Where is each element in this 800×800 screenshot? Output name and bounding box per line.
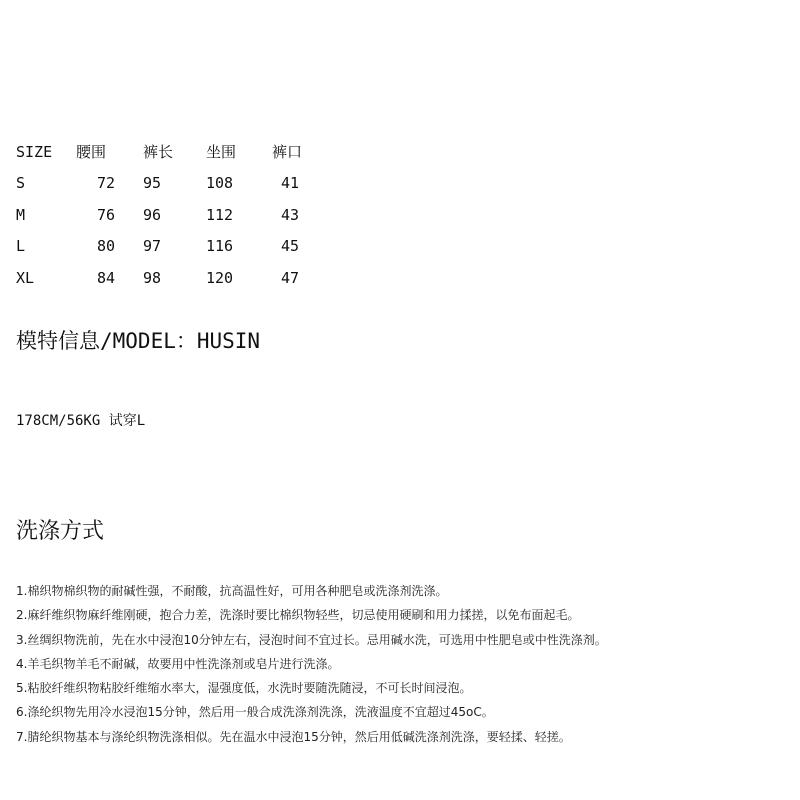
size-label: XL (16, 268, 35, 287)
length-value: 95 (143, 174, 162, 193)
size-chart-header-row (16, 136, 328, 168)
hip-value: 120 (206, 268, 234, 287)
header-hip: 坐围 (206, 143, 237, 162)
washing-instruction: 1.棉织物棉织物的耐碱性强，不耐酸，抗高温性好，可用各种肥皂或洗涤剂洗涤。 (16, 584, 448, 598)
hem-value: 47 (281, 268, 300, 287)
washing-instruction: 3.丝绸织物洗前，先在水中浸泡10分钟左右，浸泡时间不宜过长。忌用碱水洗，可选用中性肥皂或中性洗涤剂。 (16, 632, 607, 647)
size-row (16, 199, 328, 231)
length-value: 96 (143, 205, 162, 224)
header-length: 裤长 (143, 143, 174, 162)
hem-value: 45 (281, 237, 300, 256)
hip-value: 116 (206, 237, 234, 256)
model-measurements: 178CM/56KG 试穿L (16, 413, 146, 429)
size-row (16, 168, 328, 200)
waist-value: 76 (96, 205, 115, 224)
washing-instruction: 5.粘胶纤维织物粘胶纤维缩水率大，湿强度低，水洗时要随洗随浸，不可长时间浸泡。 (16, 681, 472, 696)
length-value: 97 (143, 237, 162, 256)
header-size: SIZE (16, 142, 53, 161)
size-row (16, 262, 328, 294)
waist-value: 80 (96, 237, 115, 256)
size-chart-table (16, 136, 328, 294)
washing-instruction: 4.羊毛织物羊毛不耐碱，故要用中性洗涤剂或皂片进行洗涤。 (16, 656, 340, 671)
hip-value: 112 (206, 205, 234, 224)
washing-instruction: 7.腈纶织物基本与涤纶织物洗涤相似。先在温水中浸泡15分钟，然后用低碱洗涤剂洗涤，要轻揉、轻搓。 (16, 729, 571, 744)
model-info-heading: 模特信息/MODEL：HUSIN (16, 329, 261, 353)
size-label: S (16, 174, 26, 193)
size-label: L (16, 237, 26, 256)
size-row (16, 231, 328, 263)
washing-instruction: 2.麻纤维织物麻纤维刚硬，抱合力差，洗涤时要比棉织物轻些，切忌使用硬刷和用力揉搓，以免布面起毛。 (16, 608, 580, 623)
length-value: 98 (143, 268, 162, 287)
washing-instruction: 6.涤纶织物先用冷水浸泡15分钟，然后用一般合成洗涤剂洗涤，洗液温度不宜超过45oC。 (16, 705, 494, 720)
size-label: M (16, 205, 26, 224)
waist-value: 72 (96, 174, 115, 193)
header-hem: 裤口 (272, 143, 303, 162)
washing-instructions-list (16, 581, 607, 751)
hem-value: 43 (281, 205, 300, 224)
washing-heading: 洗涤方式 (16, 519, 105, 544)
header-waist: 腰围 (76, 143, 107, 162)
hem-value: 41 (281, 174, 300, 193)
waist-value: 84 (96, 268, 115, 287)
hip-value: 108 (206, 174, 234, 193)
